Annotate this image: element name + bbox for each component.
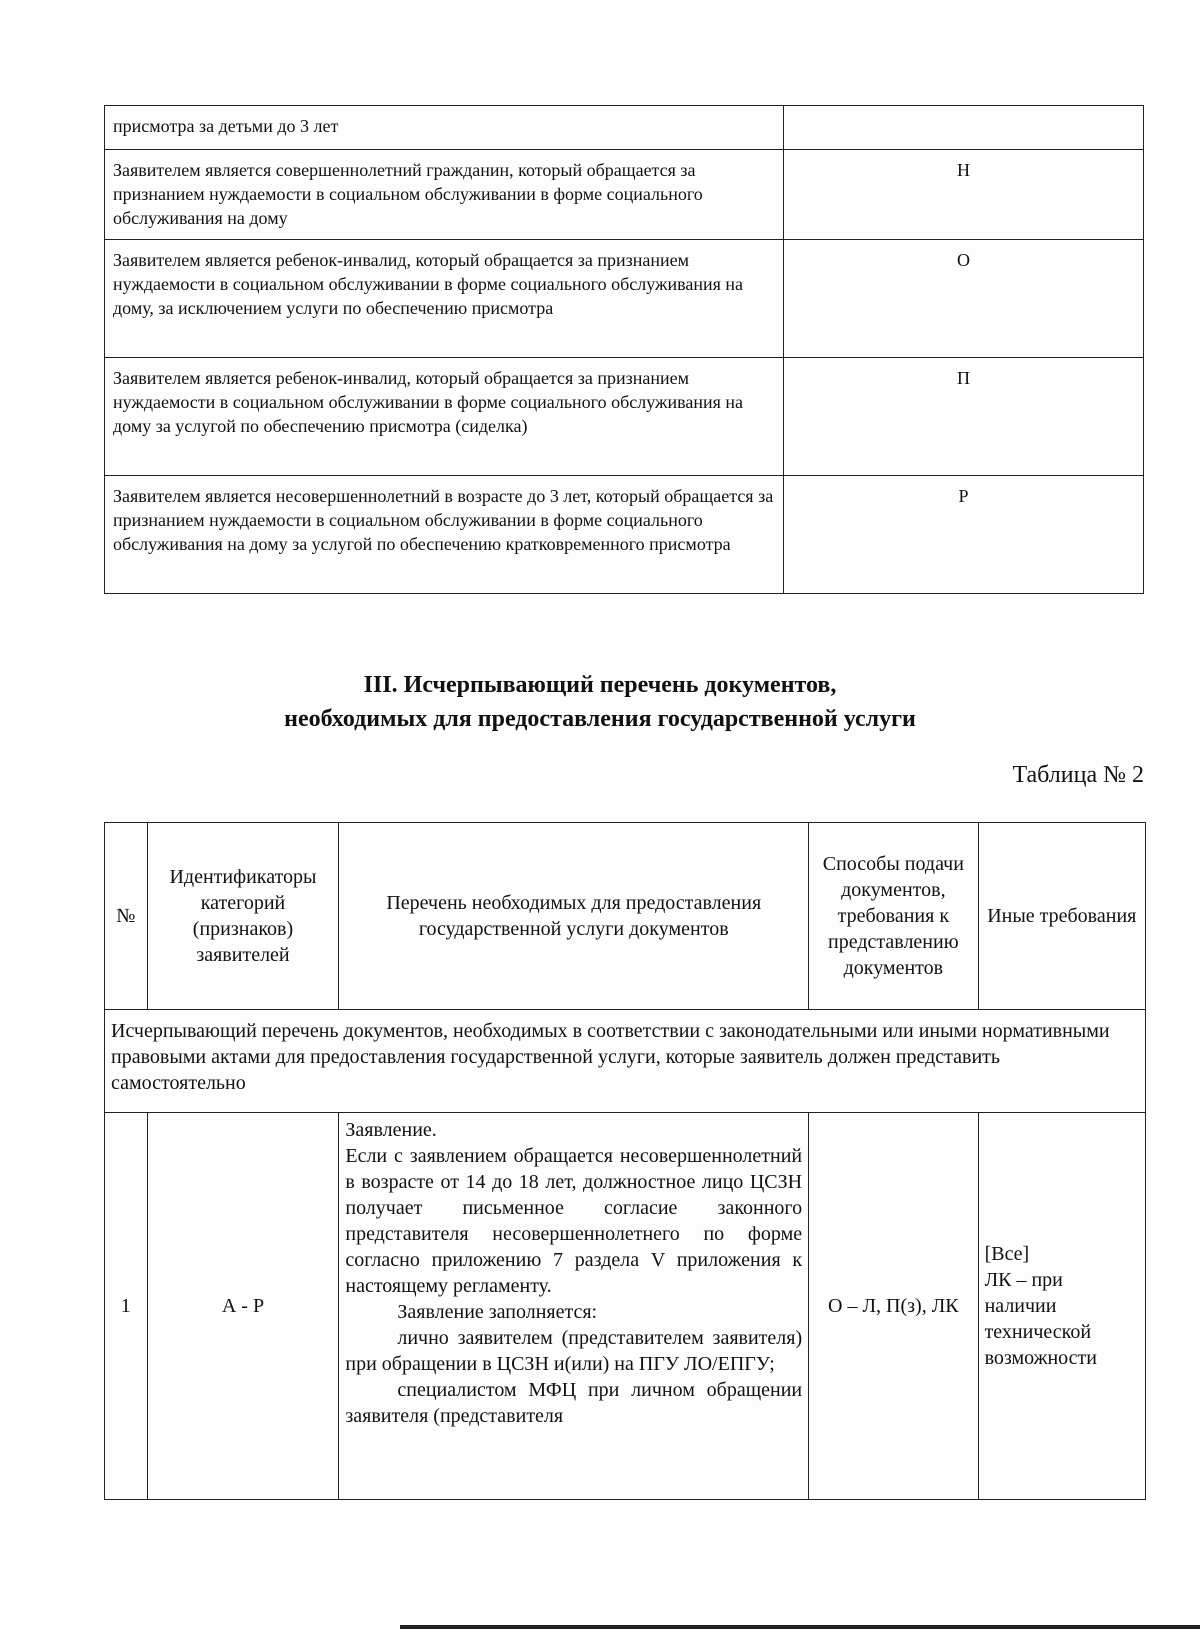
documents-table (104, 822, 1146, 1500)
category-code: Н (784, 150, 1144, 240)
category-code (784, 106, 1144, 150)
doc-paragraph: Заявление. (345, 1119, 437, 1141)
row-document-list (339, 1113, 809, 1500)
category-description: Заявителем является ребенок-инвалид, который обращается за признанием нуждаемости в социальном обслуживании в форме социального обслуживания на дому за услугой по обеспечению присмотра (сиделка) (105, 358, 784, 476)
requirement-line: [Все] (984, 1243, 1030, 1265)
section-heading-line-1: III. Исчерпывающий перечень документов, (363, 672, 837, 698)
header-document-list: Перечень необходимых для предоставления государственной услуги документов (339, 823, 809, 1010)
row-other-requirements (978, 1113, 1145, 1500)
table-row (105, 1113, 1146, 1500)
requirement-line: ЛК – при наличии технической возможности (984, 1269, 1097, 1369)
category-description: присмотра за детьми до 3 лет (105, 106, 784, 150)
category-code: О (784, 240, 1144, 358)
category-code: П (784, 358, 1144, 476)
page-edge-line (400, 1625, 1200, 1629)
section-heading (0, 668, 1200, 736)
header-other-requirements: Иные требования (978, 823, 1145, 1010)
applicant-categories-table (104, 105, 1144, 594)
category-code: Р (784, 476, 1144, 594)
table-span-row (105, 1010, 1146, 1113)
header-identifiers: Идентификаторы категорий (признаков) заявителей (147, 823, 339, 1010)
category-description: Заявителем является ребенок-инвалид, который обращается за признанием нуждаемости в социальном обслуживании в форме социального обслуживания на дому, за исключением услуги по обеспечению присмотра (105, 240, 784, 358)
category-description: Заявителем является совершеннолетний гражданин, который обращается за признанием нуждаемости в социальном обслуживании в форме социального обслуживания на дому (105, 150, 784, 240)
doc-paragraph: специалистом МФЦ при личном обращении заявителя (представителя (345, 1379, 803, 1427)
row-identifiers: А - Р (147, 1113, 339, 1500)
table-header-row (105, 823, 1146, 1010)
header-number: № (105, 823, 148, 1010)
doc-paragraph: Если с заявлением обращается несовершеннолетний в возрасте от 14 до 18 лет, должностное лицо ЦСЗН получает письменное согласие законного представителя несовершеннолетнего по форме согласно приложению 7 раздела V приложения к настоящему регламенту. (345, 1145, 803, 1297)
header-submission-methods: Способы подачи документов, требования к представлению документов (809, 823, 978, 1010)
section-heading-line-2: необходимых для предоставления государственной услуги (284, 706, 916, 732)
span-description: Исчерпывающий перечень документов, необходимых в соответствии с законодательными или иными нормативными правовыми актами для предоставления государственной услуги, которые заявитель должен представить самостоятельно (105, 1010, 1146, 1113)
category-description: Заявителем является несовершеннолетний в возрасте до 3 лет, который обращается за признанием нуждаемости в социальном обслуживании в форме социального обслуживания на дому за услугой по обеспечению кратковременного присмотра (105, 476, 784, 594)
row-submission-methods: О – Л, П(з), ЛК (809, 1113, 978, 1500)
row-number: 1 (105, 1113, 148, 1500)
doc-paragraph: Заявление заполняется: (397, 1301, 598, 1323)
table-label: Таблица № 2 (1012, 762, 1144, 788)
doc-paragraph: лично заявителем (представителем заявителя) при обращении в ЦСЗН и(или) на ПГУ ЛО/ЕПГУ; (345, 1327, 803, 1375)
